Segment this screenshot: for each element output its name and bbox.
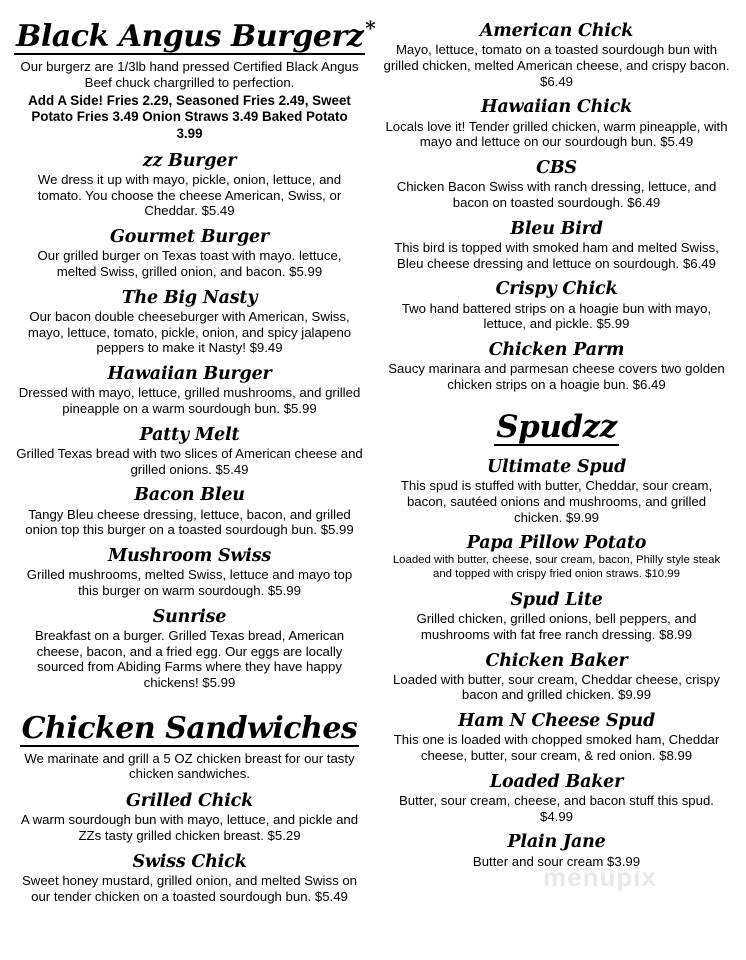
menu-item (381, 22, 732, 89)
menu-item-name: Grilled Chick (125, 790, 254, 811)
menu-item (381, 652, 732, 704)
menu-item (14, 152, 365, 219)
menu-item (14, 853, 365, 905)
menu-item-name: Hawaiian Chick (480, 97, 632, 118)
menu-item (381, 773, 732, 825)
menu-item-name: Loaded Baker (489, 771, 624, 792)
menu-item (14, 228, 365, 280)
section-heading-chicken-sandwiches (14, 710, 365, 749)
menu-item-description: Our bacon double cheeseburger with American, Swiss, mayo, lettuce, tomato, pickle, onion, and spicy jalapeno peppers to make it Nasty! $9.49 (27, 308, 352, 356)
menu-item-name: Papa Pillow Potato (466, 533, 647, 554)
section-heading-asterisk: * (365, 16, 376, 40)
menu-item-name: Swiss Chick (132, 851, 247, 872)
left-column (14, 16, 376, 950)
menu-item-description: We dress it up with mayo, pickle, onion, lettuce, and tomato. You choose the cheese American, Swiss, or Cheddar. $5.49 (37, 171, 342, 219)
menu-item-name: Spud Lite (510, 589, 603, 610)
menu-item-name: Crispy Chick (495, 279, 618, 300)
menu-item-name: zz Burger (142, 150, 237, 171)
menu-item-description: Breakfast on a burger. Grilled Texas bread, American cheese, bacon, and a fried egg. Our eggs are locally sourced from Abiding Farms where they have happy chickens! $5.99 (34, 627, 345, 690)
menu-item-description: Locals love it! Tender grilled chicken, warm pineapple, with mayo and lettuce on our sourdough bun. $5.49 (385, 118, 728, 150)
menu-item-description: Grilled chicken, grilled onions, bell peppers, and mushrooms with fat free ranch dressing. $8.99 (416, 611, 697, 642)
menu-item-description: Saucy marinara and parmesan cheese covers two golden chicken strips on a hoagie bun. $6.49 (388, 361, 725, 392)
menu-item-description: This bird is topped with smoked ham and melted Swiss, Bleu cheese dressing and lettuce on sourdough. $6.49 (394, 239, 719, 271)
menu-item-name: Bleu Bird (510, 218, 603, 239)
menu-item-description: Grilled Texas bread with two slices of American cheese and grilled onions. $5.49 (16, 445, 363, 477)
menu-item (14, 365, 365, 417)
menu-item (14, 486, 365, 538)
menu-item (14, 289, 365, 356)
menu-item-name: Hawaiian Burger (107, 363, 272, 384)
menu-item (14, 792, 365, 844)
menu-item-description: Butter and sour cream $3.99 (472, 853, 641, 869)
menu-item-name: Chicken Parm (488, 339, 625, 360)
menu-item-name: Sunrise (152, 606, 227, 627)
menu-item (381, 458, 732, 525)
menu-item (381, 833, 732, 869)
menu-item-name: Patty Melt (139, 424, 240, 445)
section-heading-text: Chicken Sandwiches (21, 710, 358, 746)
menu-item-description: This spud is stuffed with butter, Cheddar, sour cream, bacon, sautéed onions and mushrooms, and grilled chicken. $9.99 (400, 478, 713, 525)
menu-item-description: This one is loaded with chopped smoked ham, Cheddar cheese, butter, sour cream, & red onion. $8.99 (393, 732, 720, 764)
section-heading-text: Spudzz (496, 408, 617, 445)
menu-item (381, 220, 732, 272)
menu-item-name: Chicken Baker (485, 650, 628, 671)
menu-item-description: Loaded with butter, cheese, sour cream, bacon, Philly style steak and topped with crispy fried onion straws. $10.99 (392, 554, 721, 581)
menu-item (381, 591, 732, 643)
menu-item-description: Dressed with mayo, lettuce, grilled mushrooms, and grilled pineapple on a warm sourdough bun. $5.99 (18, 385, 361, 416)
menu-item-description: Two hand battered strips on a hoagie bun with mayo, lettuce, and pickle. $5.99 (401, 300, 712, 332)
menu-item-description: Grilled mushrooms, melted Swiss, lettuce and mayo top this burger on warm sourdough. $5.99 (26, 567, 353, 598)
menu-item-description: A warm sourdough bun with mayo, lettuce, and pickle and ZZs tasty grilled chicken breast. $5.29 (20, 812, 359, 843)
menu-item-description: Our grilled burger on Texas toast with mayo. lettuce, melted Swiss, grilled onion, and bacon. $5.99 (37, 248, 342, 279)
menu-item-name: Ham N Cheese Spud (457, 711, 655, 732)
menu-item-name: Ultimate Spud (486, 456, 627, 477)
menu-item (14, 608, 365, 691)
menu-item-name: Plain Jane (507, 832, 606, 853)
menu-item-description: Mayo, lettuce, tomato on a toasted sourdough bun with grilled chicken, melted American cheese, and crispy bacon. $6.49 (383, 42, 730, 89)
menu-item-name: Mushroom Swiss (107, 545, 272, 566)
menu-item (381, 341, 732, 393)
menupix-watermark: menupix (543, 862, 657, 892)
menu-item-name: The Big Nasty (121, 287, 258, 308)
right-column (381, 18, 732, 950)
menu-item (381, 712, 732, 764)
menu-item (381, 280, 732, 332)
menu-item (381, 159, 732, 211)
menu-item-description: Chicken Bacon Swiss with ranch dressing, lettuce, and bacon on toasted sourdough. $6.49 (396, 179, 717, 210)
menu-item-description: Butter, sour cream, cheese, and bacon stuff this spud. $4.99 (399, 793, 714, 824)
menu-item-description: Tangy Bleu cheese dressing, lettuce, bacon, and grilled onion top this burger on a toasted sourdough bun. $5.99 (25, 506, 354, 538)
menu-item-name: American Chick (479, 21, 634, 41)
section-intro-chicken-sandwiches: We marinate and grill a 5 OZ chicken breast for our tasty chicken sandwiches. (24, 750, 355, 782)
menu-item-description: Loaded with butter, sour cream, Cheddar cheese, crispy bacon and grilled chicken. $9.99 (393, 671, 720, 703)
menu-item (14, 547, 365, 599)
menu-item (381, 534, 732, 582)
section-heading-text: Black Angus Burgerz (16, 19, 364, 54)
menu-item (14, 426, 365, 478)
section-heading-black-angus-burgerz (14, 16, 376, 57)
menu-item-name: Bacon Bleu (134, 485, 245, 506)
menu-item-name: CBS (536, 158, 577, 179)
menu-item-name: Gourmet Burger (110, 226, 269, 247)
menu-item-description: Sweet honey mustard, grilled onion, and melted Swiss on our tender chicken on a toasted sourdough bun. $5.49 (22, 872, 357, 904)
menu-item (381, 98, 732, 150)
section-intro-black-angus: Our burgerz are 1/3lb hand pressed Certified Black Angus Beef chuck chargrilled to perfection. (20, 59, 359, 90)
section-intro-sides: Add A Side! Fries 2.29, Seasoned Fries 2.49, Sweet Potato Fries 3.49 Onion Straws 3.49 Baked Potato 3.99 (28, 93, 351, 141)
section-heading-spudzz (381, 408, 732, 448)
